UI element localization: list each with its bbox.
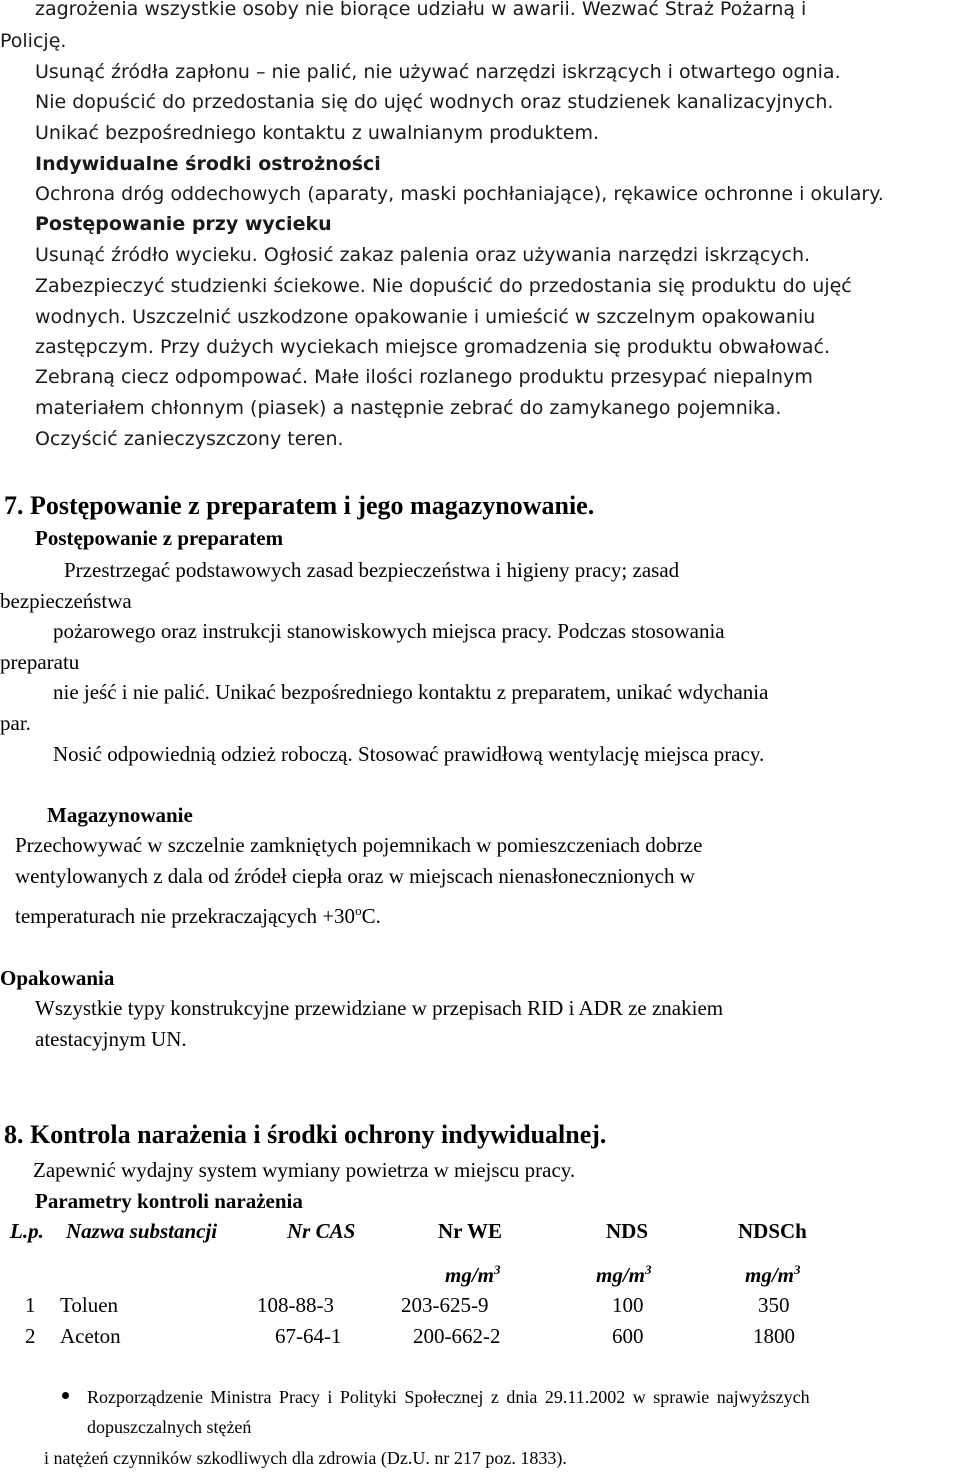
table-header-we: Nr WE (438, 1219, 502, 1243)
table-cell: 1800 (753, 1324, 795, 1348)
text-line: Nosić odpowiednią odzież roboczą. Stosować prawidłową wentylację miejsca pracy. (53, 742, 765, 766)
text-line: par. (0, 711, 31, 735)
table-cell: 600 (612, 1324, 644, 1348)
text-line: Przestrzegać podstawowych zasad bezpieczeństwa i higieny pracy; zasad (64, 558, 680, 582)
table-cell: 2 (25, 1324, 36, 1348)
table-header-nds: NDS (606, 1219, 649, 1243)
params-heading: Parametry kontroli narażenia (35, 1189, 303, 1213)
table-cell: 350 (758, 1293, 790, 1317)
ventilation-text: Zapewnić wydajny system wymiany powietrza w miejscu pracy. (33, 1158, 576, 1182)
table-header-name: Nazwa substancji (66, 1219, 218, 1243)
text-line: wentylowanych z dala od źródeł ciepła oraz w miejscach nienasłonecznionych w (15, 864, 695, 888)
spill-heading: Postępowanie przy wycieku (35, 213, 332, 235)
text-line: zagrożenia wszystkie osoby nie biorące udziału w awarii. Wezwać Straż Pożarną i (35, 0, 807, 20)
text-line: Oczyścić zanieczyszczony teren. (35, 428, 344, 450)
section-7-title: 7. Postępowanie z preparatem i jego magazynowanie. (4, 491, 595, 520)
storage-temp (15, 903, 381, 928)
table-cell: 203-625-9 (401, 1293, 489, 1317)
packaging-heading: Opakowania (0, 966, 115, 990)
text-line: Nie dopuścić do przedostania się do ujęć wodnych oraz studzienek kanalizacyjnych. (35, 91, 834, 113)
text-line: zastępczym. Przy dużych wyciekach miejsce gromadzenia się produktu obwałować. (35, 336, 831, 358)
unit-we (445, 1262, 501, 1287)
text-line: Wszystkie typy konstrukcyjne przewidziane w przepisach RID i ADR ze znakiem (35, 996, 724, 1020)
footnote-line: i natężeń czynników szkodliwych dla zdrowia (Dz.U. nr 217 poz. 1833). (44, 1448, 567, 1468)
table-cell: Aceton (60, 1324, 121, 1348)
text-line: Przechowywać w szczelnie zamkniętych pojemnikach w pomieszczeniach dobrze (15, 833, 703, 857)
footnote-line: Rozporządzenie Ministra Pracy i Polityki Społecznej z dnia 29.11.2002 w sprawie najwyższych (87, 1387, 810, 1407)
table-cell: 67-64-1 (275, 1324, 342, 1348)
degree-sup: o (355, 903, 362, 918)
table-cell: 1 (25, 1293, 36, 1317)
ppe-heading: Indywidualne środki ostrożności (35, 153, 381, 175)
unit-label: mg/m (745, 1263, 795, 1287)
unit-sup: 3 (645, 1262, 652, 1277)
table-cell: 200-662-2 (413, 1324, 501, 1348)
footnote-line: dopuszczalnych stężeń (87, 1417, 252, 1437)
handling-heading: Postępowanie z preparatem (35, 526, 284, 550)
text-line: bezpieczeństwa (0, 589, 132, 613)
text-line: materiałem chłonnym (piasek) a następnie zebrać do zamykanego pojemnika. (35, 397, 782, 419)
unit-nds (596, 1262, 652, 1287)
text-line: preparatu (0, 650, 80, 674)
text-line: Zebraną ciecz odpompować. Małe ilości rozlanego produktu przesypać niepalnym (35, 366, 813, 388)
ppe-text: Ochrona dróg oddechowych (aparaty, maski pochłaniające), rękawice ochronne i okulary. (35, 183, 884, 205)
text-line: Zabezpieczyć studzienki ściekowe. Nie dopuścić do przedostania się produktu do ujęć (35, 275, 852, 297)
table-cell: 108-88-3 (257, 1293, 334, 1317)
text-line: Policję. (0, 30, 67, 52)
text-line: Usunąć źródła zapłonu – nie palić, nie używać narzędzi iskrzących i otwartego ognia. (35, 61, 841, 83)
unit-ndsch (745, 1262, 801, 1287)
text-line: pożarowego oraz instrukcji stanowiskowych miejsca pracy. Podczas stosowania (53, 619, 725, 643)
unit-sup: 3 (794, 1262, 801, 1277)
bullet-icon (62, 1392, 69, 1399)
text-line: Unikać bezpośredniego kontaktu z uwalnianym produktem. (35, 122, 600, 144)
text-line: wodnych. Uszczelnić uszkodzone opakowanie i umieścić w szczelnym opakowaniu (35, 306, 816, 328)
text-line: Usunąć źródło wycieku. Ogłosić zakaz palenia oraz używania narzędzi iskrzących. (35, 244, 811, 266)
section-8-title: 8. Kontrola narażenia i środki ochrony indywidualnej. (4, 1120, 607, 1149)
storage-heading: Magazynowanie (47, 803, 193, 827)
table-cell: 100 (612, 1293, 644, 1317)
table-header-cas: Nr CAS (287, 1219, 356, 1243)
table-header-lp: L.p. (10, 1219, 44, 1243)
text-line: nie jeść i nie palić. Unikać bezpośredniego kontaktu z preparatem, unikać wdychania (53, 680, 769, 704)
unit-sup: 3 (494, 1262, 501, 1277)
table-cell: Toluen (60, 1293, 119, 1317)
unit-label: mg/m (445, 1263, 495, 1287)
storage-temp-prefix: temperaturach nie przekraczających +30 (15, 904, 356, 928)
storage-temp-suffix: C. (361, 904, 381, 928)
unit-label: mg/m (596, 1263, 646, 1287)
text-line: atestacyjnym UN. (35, 1027, 187, 1051)
table-header-ndsch: NDSCh (738, 1219, 807, 1243)
